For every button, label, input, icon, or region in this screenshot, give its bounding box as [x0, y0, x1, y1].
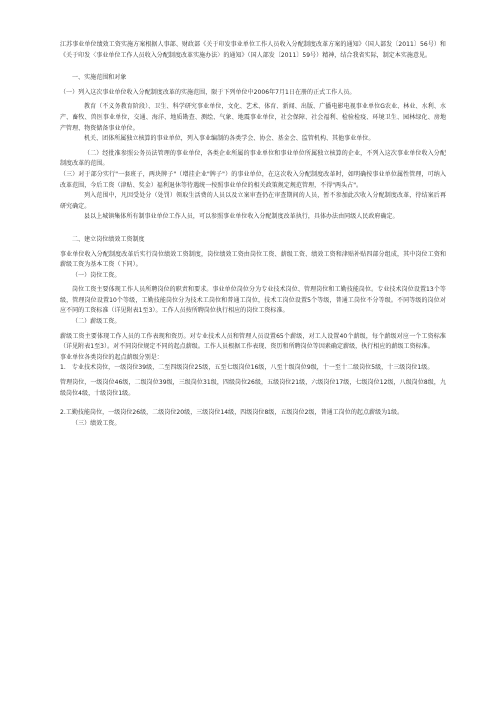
intro-paragraph: 江苏事业单位绩效工资实施方案根据人事部、财政部《关于印发事业单位工作人员收入分配制度改革方案的通知》（国人部发〔2011〕56号）和《关于印发〈事业单位工作人员收入分配制度改革实施办法〉的通知》（国人部发〔2011〕59号）精神，结合我省实际，制定本实施意见。 — [60, 41, 446, 59]
subheading-post-salary: （一）岗位工资。 — [72, 271, 121, 279]
document-page — [60, 40, 446, 429]
subheading-performance-salary: （三）绩效工资。 — [72, 419, 121, 427]
paragraph-scope-5: （三）对于部分实行"一套班子，两块牌子"（增挂企业"牌子"）的事业单位，在这次收入分配制度改革时，如明确按事业单位属性管理，可纳入改革范围，今后工资（津贴、奖金）福利退休等待遇统一按照事业单位的相关政策规定规范管理，不得"两头占"。 — [60, 170, 446, 189]
paragraph-salary-3: 薪级工资主要体现工作人员的工作表现和资历。对专业技术人员和管理人员设置65个薪级，对工人设置40个薪级，每个薪级对应一个工资标准（详见附表1至3）。对不同岗位规定不同的起点薪级。工作人员根据工作表现、资历和所聘岗位等因素确定薪级，执行相应的薪级工资标准。 — [60, 332, 446, 351]
subheading-grade-salary: （二）薪级工资。 — [72, 318, 121, 326]
paragraph-scope-6: 列入范围中，凡因受处分（处罚）领取生活费的人员以及立案审查仍在审查期间的人员，暂不参加此次收入分配制度改革，待结案后再研究确定。 — [60, 192, 446, 210]
paragraph-salary-2: 岗位工资主要体现工作人员所聘岗位的职责和要求。事业单位岗位分为专业技术岗位、管理岗位和工勤技能岗位。专业技术岗位设置13个等级，管理岗位设置10个等级，工勤技能岗位分为技术工岗位和普通工岗位，技术工岗位设置5个等级，普通工岗位不分等级。不同等级的岗位对应不同的工资标准（详见附表1至3）。工作人员按所聘岗位执行相应的岗位工资标准。 — [60, 286, 446, 315]
paragraph-salary-5: 1. 专业技术岗位，一级岗位39级，二至四级岗位25级，五至七级岗位16级，八至十级岗位9级，十一至十二级岗位5级，十三级岗位1级。 — [60, 364, 434, 372]
section-heading-scope: 一、实施范围和对象 — [72, 74, 127, 82]
paragraph-salary-1: 事业单位收入分配制度改革后实行岗位绩效工资制度，岗位绩效工资由岗位工资、薪级工资、绩效工资和津贴补贴四部分组成，其中岗位工资和薪级工资为基本工资（下同）。 — [60, 250, 446, 269]
paragraph-salary-4: 事业单位各类岗位的起点薪级分别是： — [60, 353, 163, 361]
paragraph-scope-2: 教育（不义务教育阶段）、卫生、科学研究事业单位，文化、艺术、体育、新闻、出版、广播电影电视事业单位G农业、林业、水利、水产、畜牧、兽医事业单位，交通、海洋、地质勘查、测绘、气象、地震事业单位，社会保障、社会福利、检验检疫、环境卫生、园林绿化、房地产管理、物资储备事业单位。 — [60, 103, 446, 132]
paragraph-scope-7: 县以上城镇集体所有制事业单位工作人员，可以参照事业单位收入分配制度改革执行，具体办法由同级人民政府确定。 — [84, 213, 399, 221]
section-heading-salary-system: 二、建立岗位绩效工资制度 — [72, 235, 145, 243]
paragraph-scope-3: 机关、团体所属独立核算的事业单位，列入事业编制的各类学会、协会、基金会、监管机构、其他事业单位。 — [84, 135, 375, 143]
paragraph-scope-4: （二）经批准参照公务员法管理的事业单位，各类企业所属的事业单位和事业单位所属独立核算的企业，不列入这次事业单位收入分配制度改革的范围。 — [60, 149, 446, 168]
paragraph-scope-1: （一）列入这次事业单位收入分配制度改革的实施范围，限于下列单位中2006年7月1日在册的正式工作人员。 — [60, 88, 356, 96]
paragraph-salary-7: 2.工勤技能岗位，一级岗位26级，二级岗位20级，三级岗位14级，四级岗位8级，五级岗位2级，普通工岗位的起点薪级为1级。 — [60, 409, 404, 417]
paragraph-salary-6: 管理岗位，一级岗位46级，二级岗位39级，三级岗位31级，四级岗位26级，五级岗位21级，六级岗位17级，七级岗位12级，八级岗位8级，九级岗位4级，十级岗位1级。 — [60, 379, 446, 397]
